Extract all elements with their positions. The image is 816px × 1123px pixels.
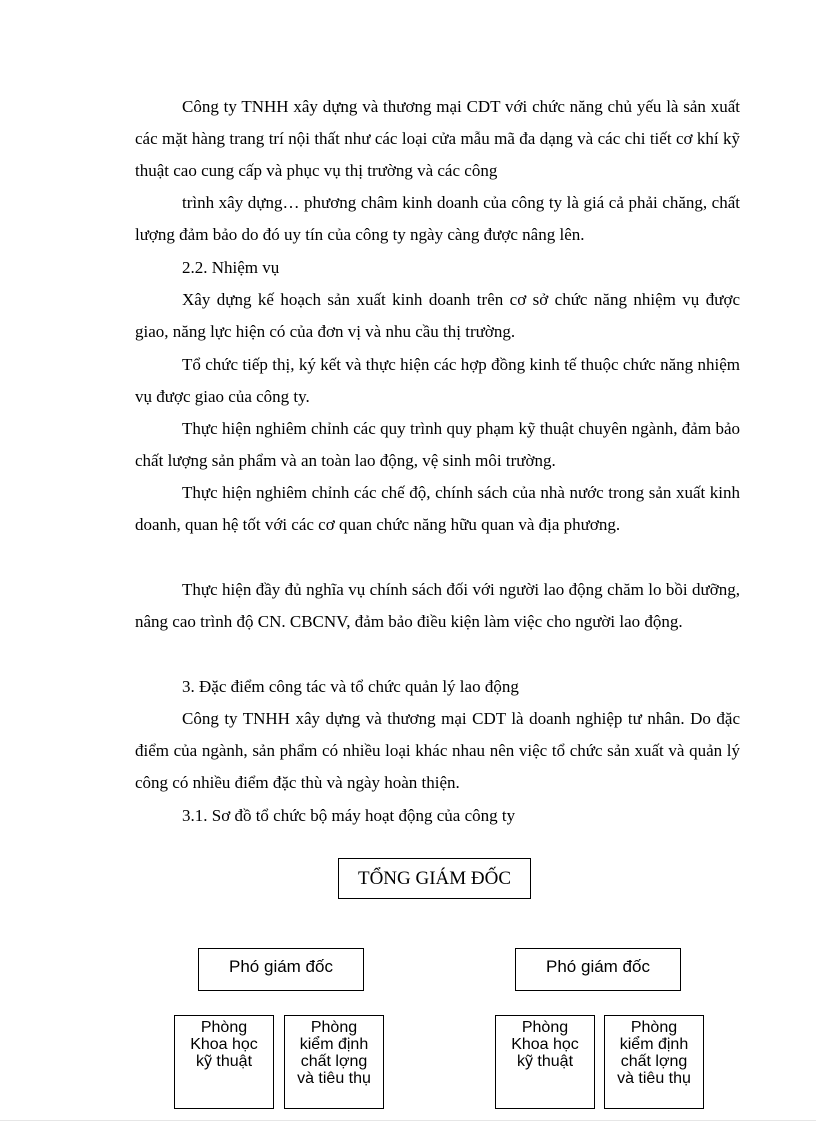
department-label-line: Khoa học (511, 1036, 579, 1053)
intro-paragraph: Công ty TNHH xây dựng và thương mại CDT với chức năng chủ yếu là sản xuất các mặt hàng trang trí nội thất như các loại cửa mẫu mã đa dạng và các chi tiết cơ khí kỹ thuật cao cung cấp và phục vụ thị trường và các công (135, 97, 740, 181)
duty-paragraph: Xây dựng kế hoạch sản xuất kinh doanh trên cơ sở chức năng nhiệm vụ được giao, năng lực hiện có của đơn vị và nhu cầu thị trường. (135, 290, 740, 342)
department-box (604, 1015, 704, 1109)
department-box (174, 1015, 274, 1109)
section-3-paragraph: Công ty TNHH xây dựng và thương mại CDT là doanh nghiệp tư nhân. Do đặc điểm của ngành, sản phẩm có nhiều loại khác nhau nên việc tổ chức sản xuất và quản lý công có nhiều điểm đặc thù và ngày hoàn thiện. (135, 709, 740, 793)
duty-paragraph: Thực hiện nghiêm chỉnh các quy trình quy phạm kỹ thuật chuyên ngành, đảm bảo chất lượng sản phẩm và an toàn lao động, vệ sinh môi trường. (135, 419, 740, 471)
department-label-line: chất lợng (300, 1053, 368, 1070)
duty-paragraph: Tổ chức tiếp thị, ký kết và thực hiện các hợp đồng kinh tế thuộc chức năng nhiệm vụ được giao của công ty. (135, 355, 740, 407)
duty-paragraph: Thực hiện đầy đủ nghĩa vụ chính sách đối với người lao động chăm lo bồi dưỡng, nâng cao trình độ CN. CBCNV, đảm bảo điều kiện làm việc cho người lao động. (135, 580, 740, 632)
deputy-director-label: Phó giám đốc (546, 957, 650, 976)
department-label-line: kỹ thuật (516, 1053, 574, 1070)
section-heading-2-2: 2.2. Nhiệm vụ (182, 258, 280, 277)
ceo-box (338, 858, 531, 899)
deputy-director-box (198, 948, 364, 991)
department-label-line: và tiêu thụ (617, 1070, 691, 1087)
intro-paragraph-continuation: trình xây dựng… phương châm kinh doanh của công ty là giá cả phải chăng, chất lượng đảm bảo do đó uy tín của công ty ngày càng được nâng lên. (135, 193, 740, 245)
department-label-line: Phòng (630, 1019, 678, 1036)
section-heading-3-1: 3.1. Sơ đồ tổ chức bộ máy hoạt động của công ty (182, 806, 516, 825)
department-box (284, 1015, 384, 1109)
department-label-line: và tiêu thụ (297, 1070, 371, 1087)
department-label-line: Khoa học (190, 1036, 258, 1053)
deputy-director-label: Phó giám đốc (229, 957, 333, 976)
duty-paragraph: Thực hiện nghiêm chỉnh các chế độ, chính sách của nhà nước trong sản xuất kinh doanh, quan hệ tốt với các cơ quan chức năng hữu quan và địa phương. (135, 483, 740, 535)
page-bottom-edge (0, 1120, 816, 1121)
ceo-label: TỔNG GIÁM ĐỐC (357, 868, 512, 889)
section-heading-3: 3. Đặc điểm công tác và tổ chức quản lý lao động (182, 677, 519, 696)
department-label-line: Phòng (310, 1019, 358, 1036)
department-label-line: kiểm định (619, 1036, 689, 1053)
department-label-line: kiểm định (299, 1036, 369, 1053)
department-box (495, 1015, 595, 1109)
deputy-director-box (515, 948, 681, 991)
department-label-line: kỹ thuật (195, 1053, 253, 1070)
department-label-line: Phòng (200, 1019, 248, 1036)
department-label-line: chất lợng (620, 1053, 688, 1070)
department-label-line: Phòng (521, 1019, 569, 1036)
